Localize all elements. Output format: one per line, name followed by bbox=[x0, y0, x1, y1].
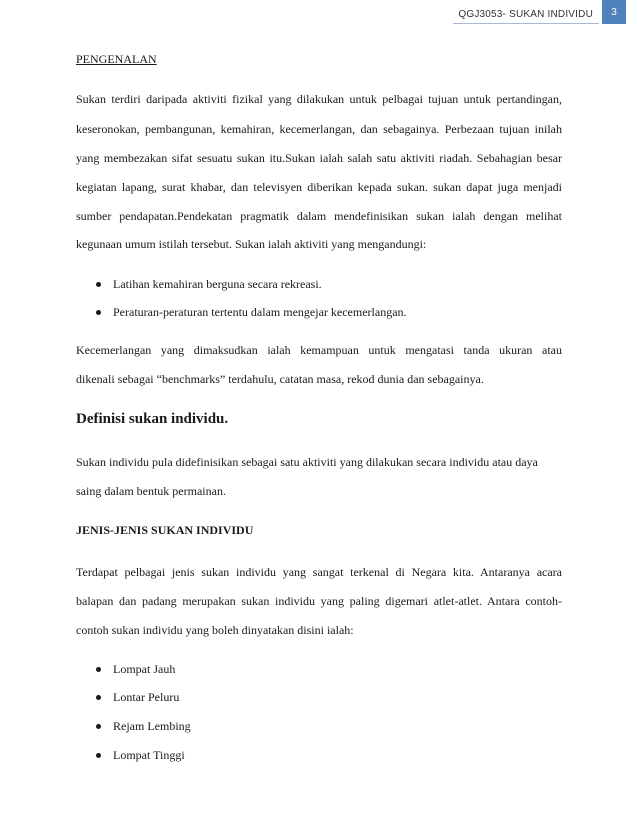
types-line-3: contoh sukan individu yang boleh dinyatakan disini ialah: bbox=[76, 623, 354, 637]
list-item bbox=[96, 277, 322, 292]
list-item bbox=[96, 305, 407, 320]
intro-line-1: Sukan terdiri daripada aktiviti fizikal yang dilakukan untuk pelbagai tujuan untuk pertandingan, bbox=[76, 92, 562, 106]
intro-line-6: kegunaan umum istilah tersebut. Sukan ialah aktiviti yang mengandungi: bbox=[76, 237, 427, 251]
list-item bbox=[96, 719, 191, 734]
types-line-2: balapan dan padang merupakan sukan individu yang paling digemari atlet-atlet. Antara contoh- bbox=[76, 594, 562, 608]
intro-line-5: sumber pendapatan.Pendekatan pragmatik dalam mendefinisikan sukan ialah dengan melihat bbox=[76, 209, 562, 223]
page-header bbox=[453, 0, 626, 24]
list-item bbox=[96, 690, 179, 705]
types-heading: JENIS-JENIS SUKAN INDIVIDU bbox=[76, 523, 254, 537]
list-item-text: Lompat Jauh bbox=[113, 662, 176, 676]
intro-line-4: kegiatan lapang, surat khabar, dan televisyen diberikan kepada sukan. sukan dapat juga menjadi bbox=[76, 180, 562, 194]
list-item bbox=[96, 662, 175, 677]
list-item-text: Lompat Tinggi bbox=[113, 748, 185, 762]
definition-heading: Definisi sukan individu. bbox=[76, 411, 229, 427]
list-item-text: Lontar Peluru bbox=[113, 690, 180, 704]
intro-heading: PENGENALAN bbox=[76, 52, 157, 66]
bullet-icon bbox=[96, 695, 101, 700]
document-code: QGJ3053- SUKAN INDIVIDU bbox=[453, 9, 599, 24]
page-number-badge: 3 bbox=[602, 0, 626, 24]
intro-line-3: yang membezakan sifat sesuatu sukan itu.Sukan ialah salah satu aktiviti riadah. Sebahagian besar bbox=[76, 151, 562, 165]
definition-line-2: saing dalam bentuk permainan. bbox=[76, 484, 226, 498]
intro-line-2: keseronokan, pembangunan, kemahiran, kecemerlangan, dan sebagainya. Perbezaan tujuan inilah bbox=[76, 122, 562, 136]
bullet-icon bbox=[96, 282, 101, 287]
excellence-line-1: Kecemerlangan yang dimaksudkan ialah kemampuan untuk mengatasi tanda ukuran atau bbox=[76, 343, 562, 357]
list-item-text: Rejam Lembing bbox=[113, 719, 191, 733]
definition-line-1: Sukan individu pula didefinisikan sebagai satu aktiviti yang dilakukan secara individu atau daya bbox=[76, 455, 538, 469]
bullet-icon bbox=[96, 310, 101, 315]
bullet-icon bbox=[96, 667, 101, 672]
bullet-icon bbox=[96, 753, 101, 758]
list-item bbox=[96, 748, 185, 763]
excellence-line-2: dikenali sebagai “benchmarks” terdahulu, catatan masa, rekod dunia dan sebagainya. bbox=[76, 372, 484, 386]
bullet-icon bbox=[96, 724, 101, 729]
list-item-text: Latihan kemahiran berguna secara rekreasi. bbox=[113, 277, 322, 291]
list-item-text: Peraturan-peraturan tertentu dalam mengejar kecemerlangan. bbox=[113, 305, 407, 319]
types-line-1: Terdapat pelbagai jenis sukan individu yang sangat terkenal di Negara kita. Antaranya acara bbox=[76, 565, 562, 579]
